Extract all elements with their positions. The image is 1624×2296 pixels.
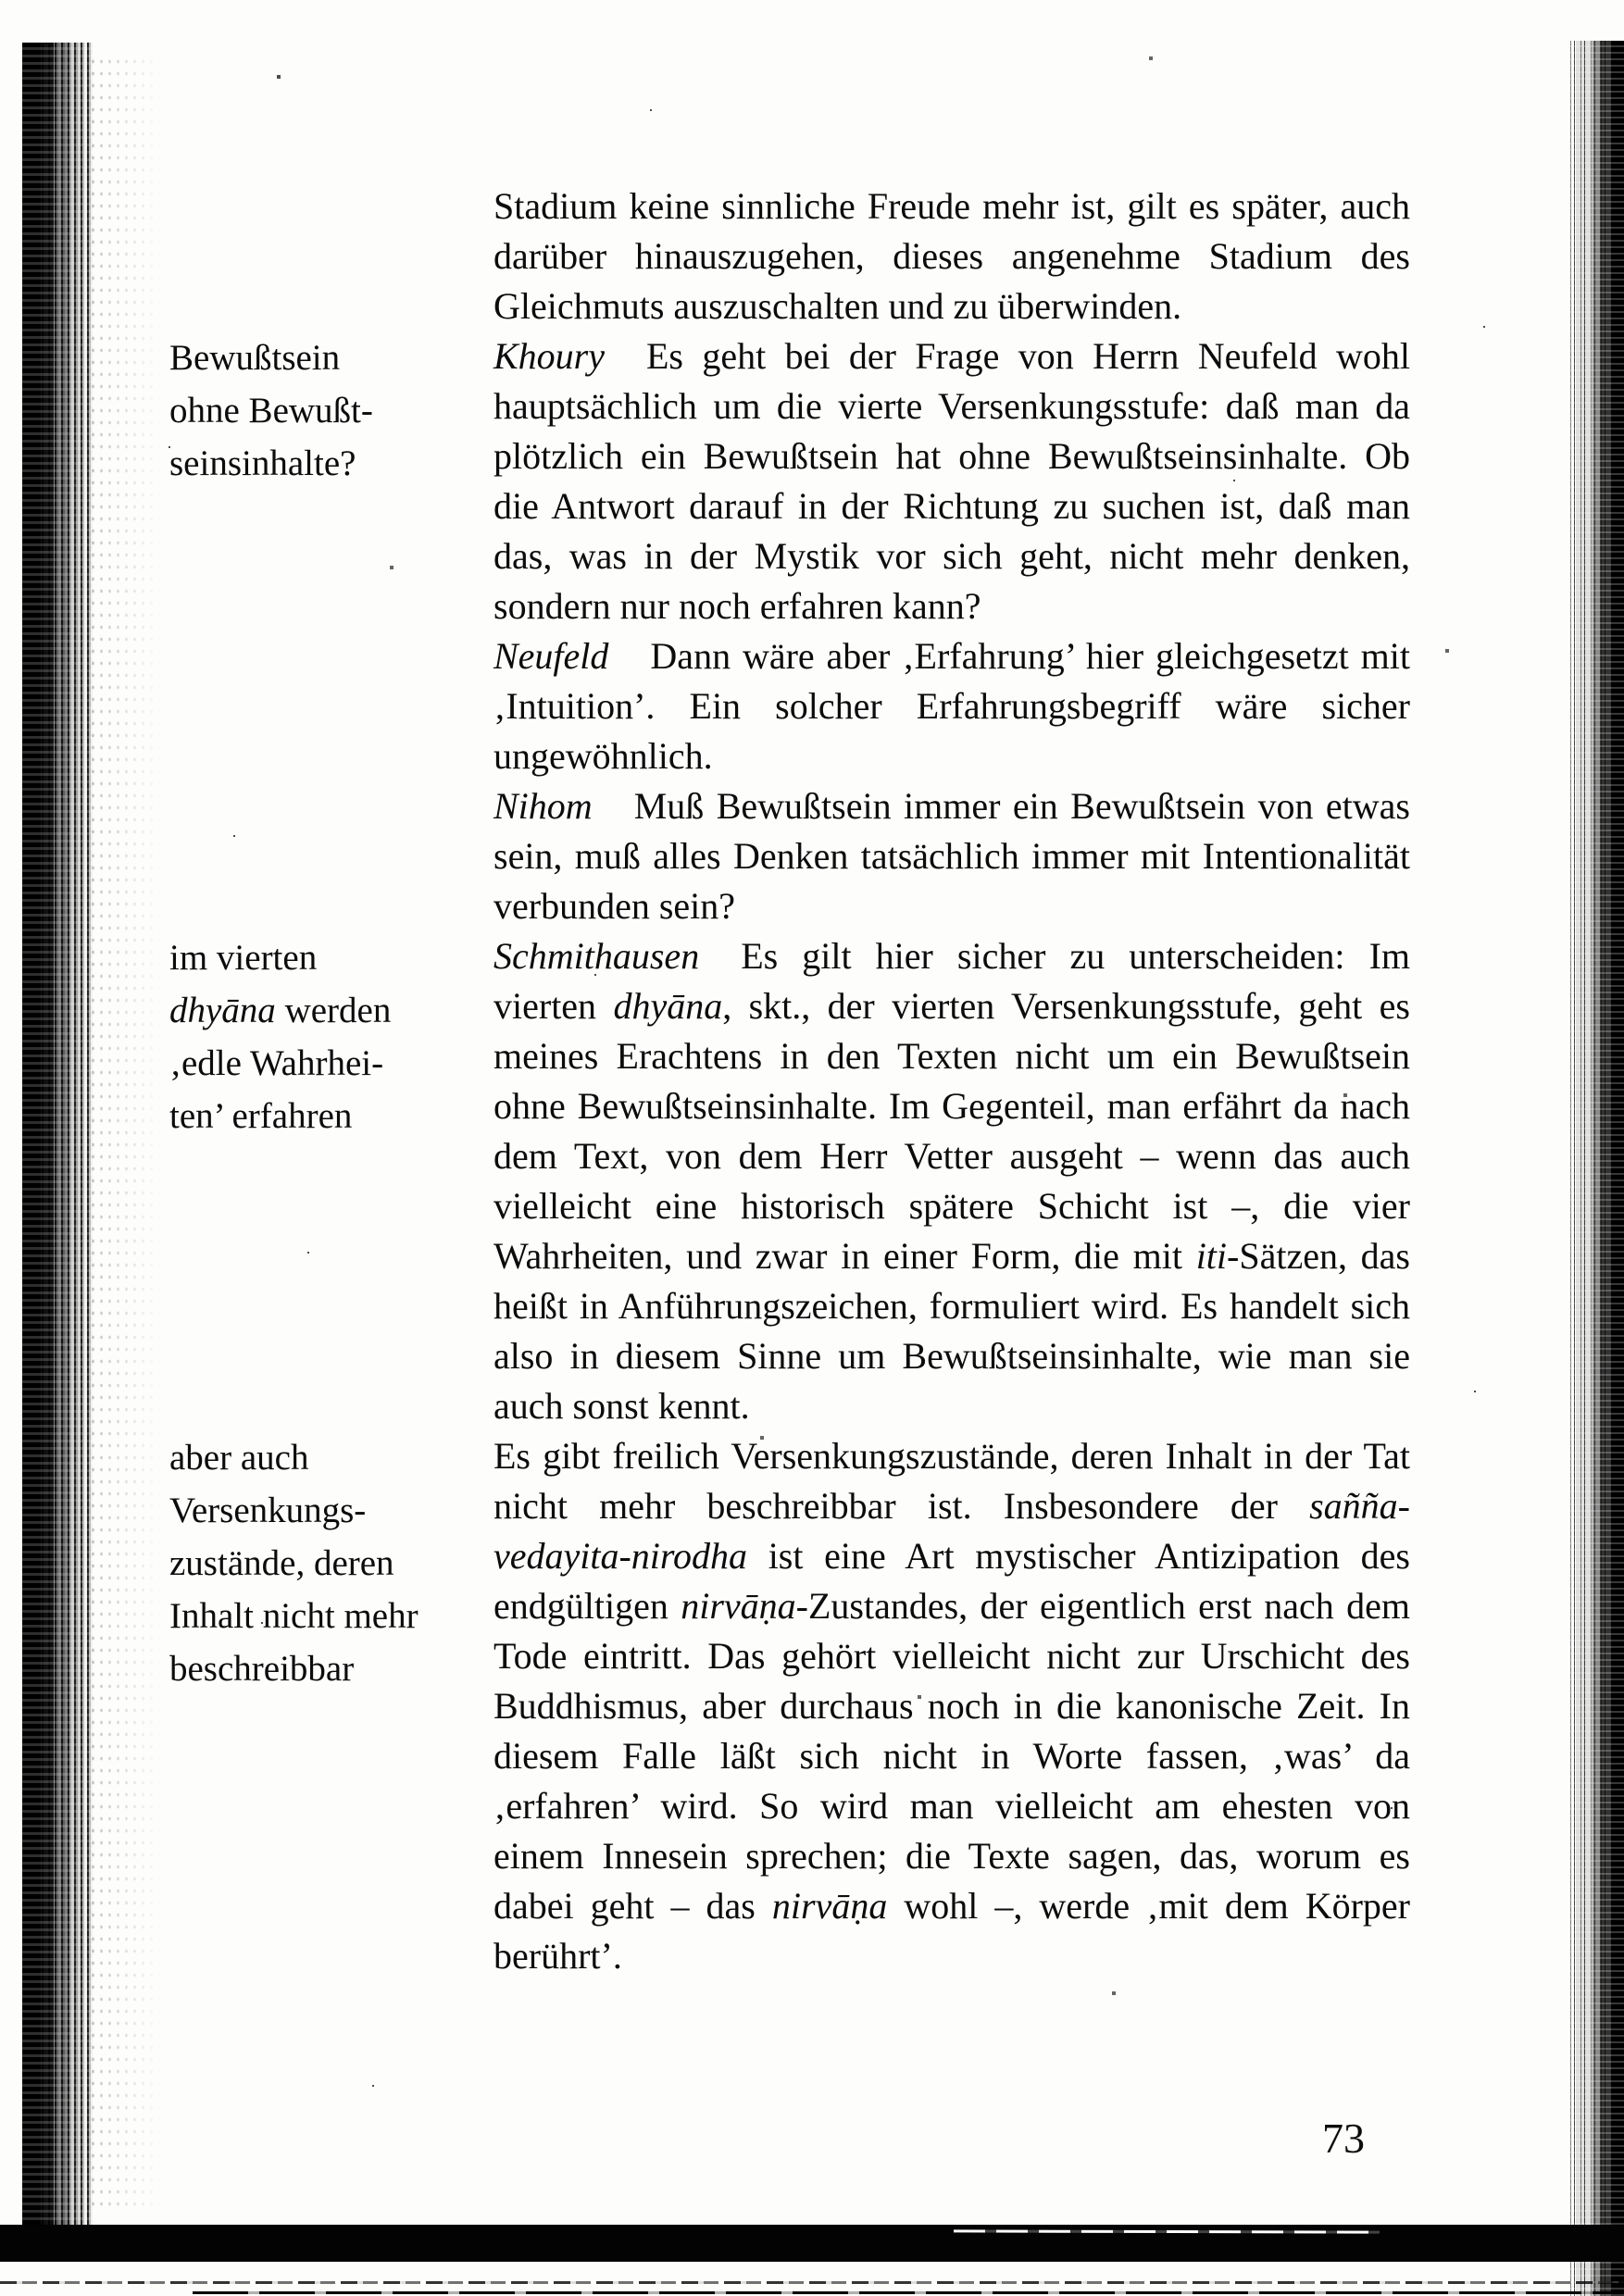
paragraph-row	[169, 931, 1410, 1431]
scan-bottom-line	[0, 2281, 1624, 2284]
italic-term: sañña-vedayita-nirodha	[493, 1485, 1410, 1577]
paragraph-text: Schmithausen Es gilt hier sicher zu unterscheiden: Im vierten dhyāna, skt., der vierten Versenkungsstufe, geht es meines Erachtens in den Texten nicht um ein Bewußtsein ohne Bewußtseinsinhalte. Im Gegenteil, man erfährt da nach dem Text, von dem Herr Vetter ausgeht – wenn das auch vielleicht eine historisch spätere Schicht ist –, die vier Wahrheiten, und zwar in einer Form, die mit iti-Sätzen, das heißt in Anführungszeichen, formuliert wird. Es handelt sich also in diesem Sinne um Bewußtseinsinhalte, wie man sie auch sonst kennt.	[493, 935, 1411, 1427]
margin-note	[169, 931, 493, 1431]
italic-term: dhyāna	[613, 985, 723, 1027]
margin-note-line: Bewußtsein	[169, 338, 341, 378]
speaker-name: Nihom	[493, 785, 593, 827]
paragraph-text: Neufeld Dann wäre aber ‚Erfahrung’ hier gleichgesetzt mit ‚Intuition’. Ein solcher Erfahrungsbegriff wäre sicher ungewöhnlich.	[493, 635, 1410, 777]
margin-note-line: aber auch	[169, 1438, 309, 1478]
margin-note	[169, 1431, 493, 1981]
paragraph-row	[169, 1431, 1410, 1981]
paragraph-row	[169, 331, 1410, 631]
scan-bottom-bar	[0, 2225, 1624, 2262]
paragraph-text: Es gibt freilich Versenkungszustände, deren Inhalt in der Tat nicht mehr beschreibbar ist. Insbesondere der sañña-vedayita-nirodha ist eine Art mystischer Antizipation des endgültigen nirvāṇa-Zustandes, der eigentlich erst nach dem Tode eintritt. Das gehört vielleicht nicht zur Urschicht des Buddhismus, aber durchaus noch in die kanonische Zeit. In diesem Falle läßt sich nicht in Worte fassen, ‚was’ da ‚erfahren’ wird. So wird man vielleicht am ehesten von einem Innesein sprechen; die Texte sagen, das, worum es dabei geht – das nirvāṇa wohl –, werde ‚mit dem Körper berührt’.	[493, 1435, 1410, 1977]
speaker-name: Neufeld	[493, 635, 609, 677]
speaker-name: Schmithausen	[493, 935, 700, 977]
margin-note-line: Versenkungs-	[169, 1491, 367, 1530]
dust-specks	[0, 0, 2, 2]
margin-note-line: dhyāna werden	[169, 991, 392, 1030]
paragraph-text: Stadium keine sinnliche Freude mehr ist, gilt es später, auch darüber hinauszugehen, dieses angenehme Stadium des Gleichmuts auszuschalten und zu überwinden.	[493, 185, 1410, 327]
speaker-name: Khoury	[493, 335, 605, 377]
margin-note-line: seinsinhalte?	[169, 443, 356, 483]
margin-note-line: im vierten	[169, 938, 318, 978]
italic-term: nirvāṇa	[681, 1585, 796, 1627]
scan-edge-artifact	[1568, 41, 1624, 2296]
binding-speckle-noise	[89, 56, 163, 2213]
book-binding-shadow	[22, 43, 93, 2227]
margin-note	[169, 631, 493, 781]
margin-note	[169, 331, 493, 631]
margin-note-line: zustände, deren	[169, 1543, 394, 1583]
margin-note-line: beschreibbar	[169, 1649, 355, 1689]
margin-note-line: Inhalt nicht mehr	[169, 1596, 418, 1636]
paragraph-row	[169, 181, 1410, 331]
paragraph-row	[169, 781, 1410, 931]
italic-term: iti	[1195, 1235, 1228, 1277]
margin-note-line: ten’ erfahren	[169, 1096, 353, 1136]
margin-note-line: ‚edle Wahrhei-	[169, 1043, 384, 1083]
text-body	[169, 181, 1410, 1981]
paragraph-text: Khoury Es geht bei der Frage von Herrn Neufeld wohl hauptsächlich um die vierte Versenkungsstufe: daß man da plötzlich ein Bewußtsein hat ohne Bewußtseinsinhalte. Ob die Antwort darauf in der Richtung zu suchen ist, daß man das, was in der Mystik vor sich geht, nicht mehr denken, sondern nur noch erfahren kann?	[493, 335, 1410, 627]
margin-note	[169, 781, 493, 931]
italic-term: dhyāna	[169, 991, 276, 1030]
margin-note-line: ohne Bewußt-	[169, 391, 373, 430]
paragraph-text: Nihom Muß Bewußtsein immer ein Bewußtsein von etwas sein, muß alles Denken tatsächlich immer mit Intentionalität verbunden sein?	[493, 785, 1410, 927]
paragraph-row	[169, 631, 1410, 781]
page-number: 73	[1322, 2115, 1365, 2162]
italic-term: nirvāṇa	[771, 1885, 888, 1927]
scan-bottom-line-2	[193, 2291, 1624, 2294]
margin-note	[169, 181, 493, 331]
